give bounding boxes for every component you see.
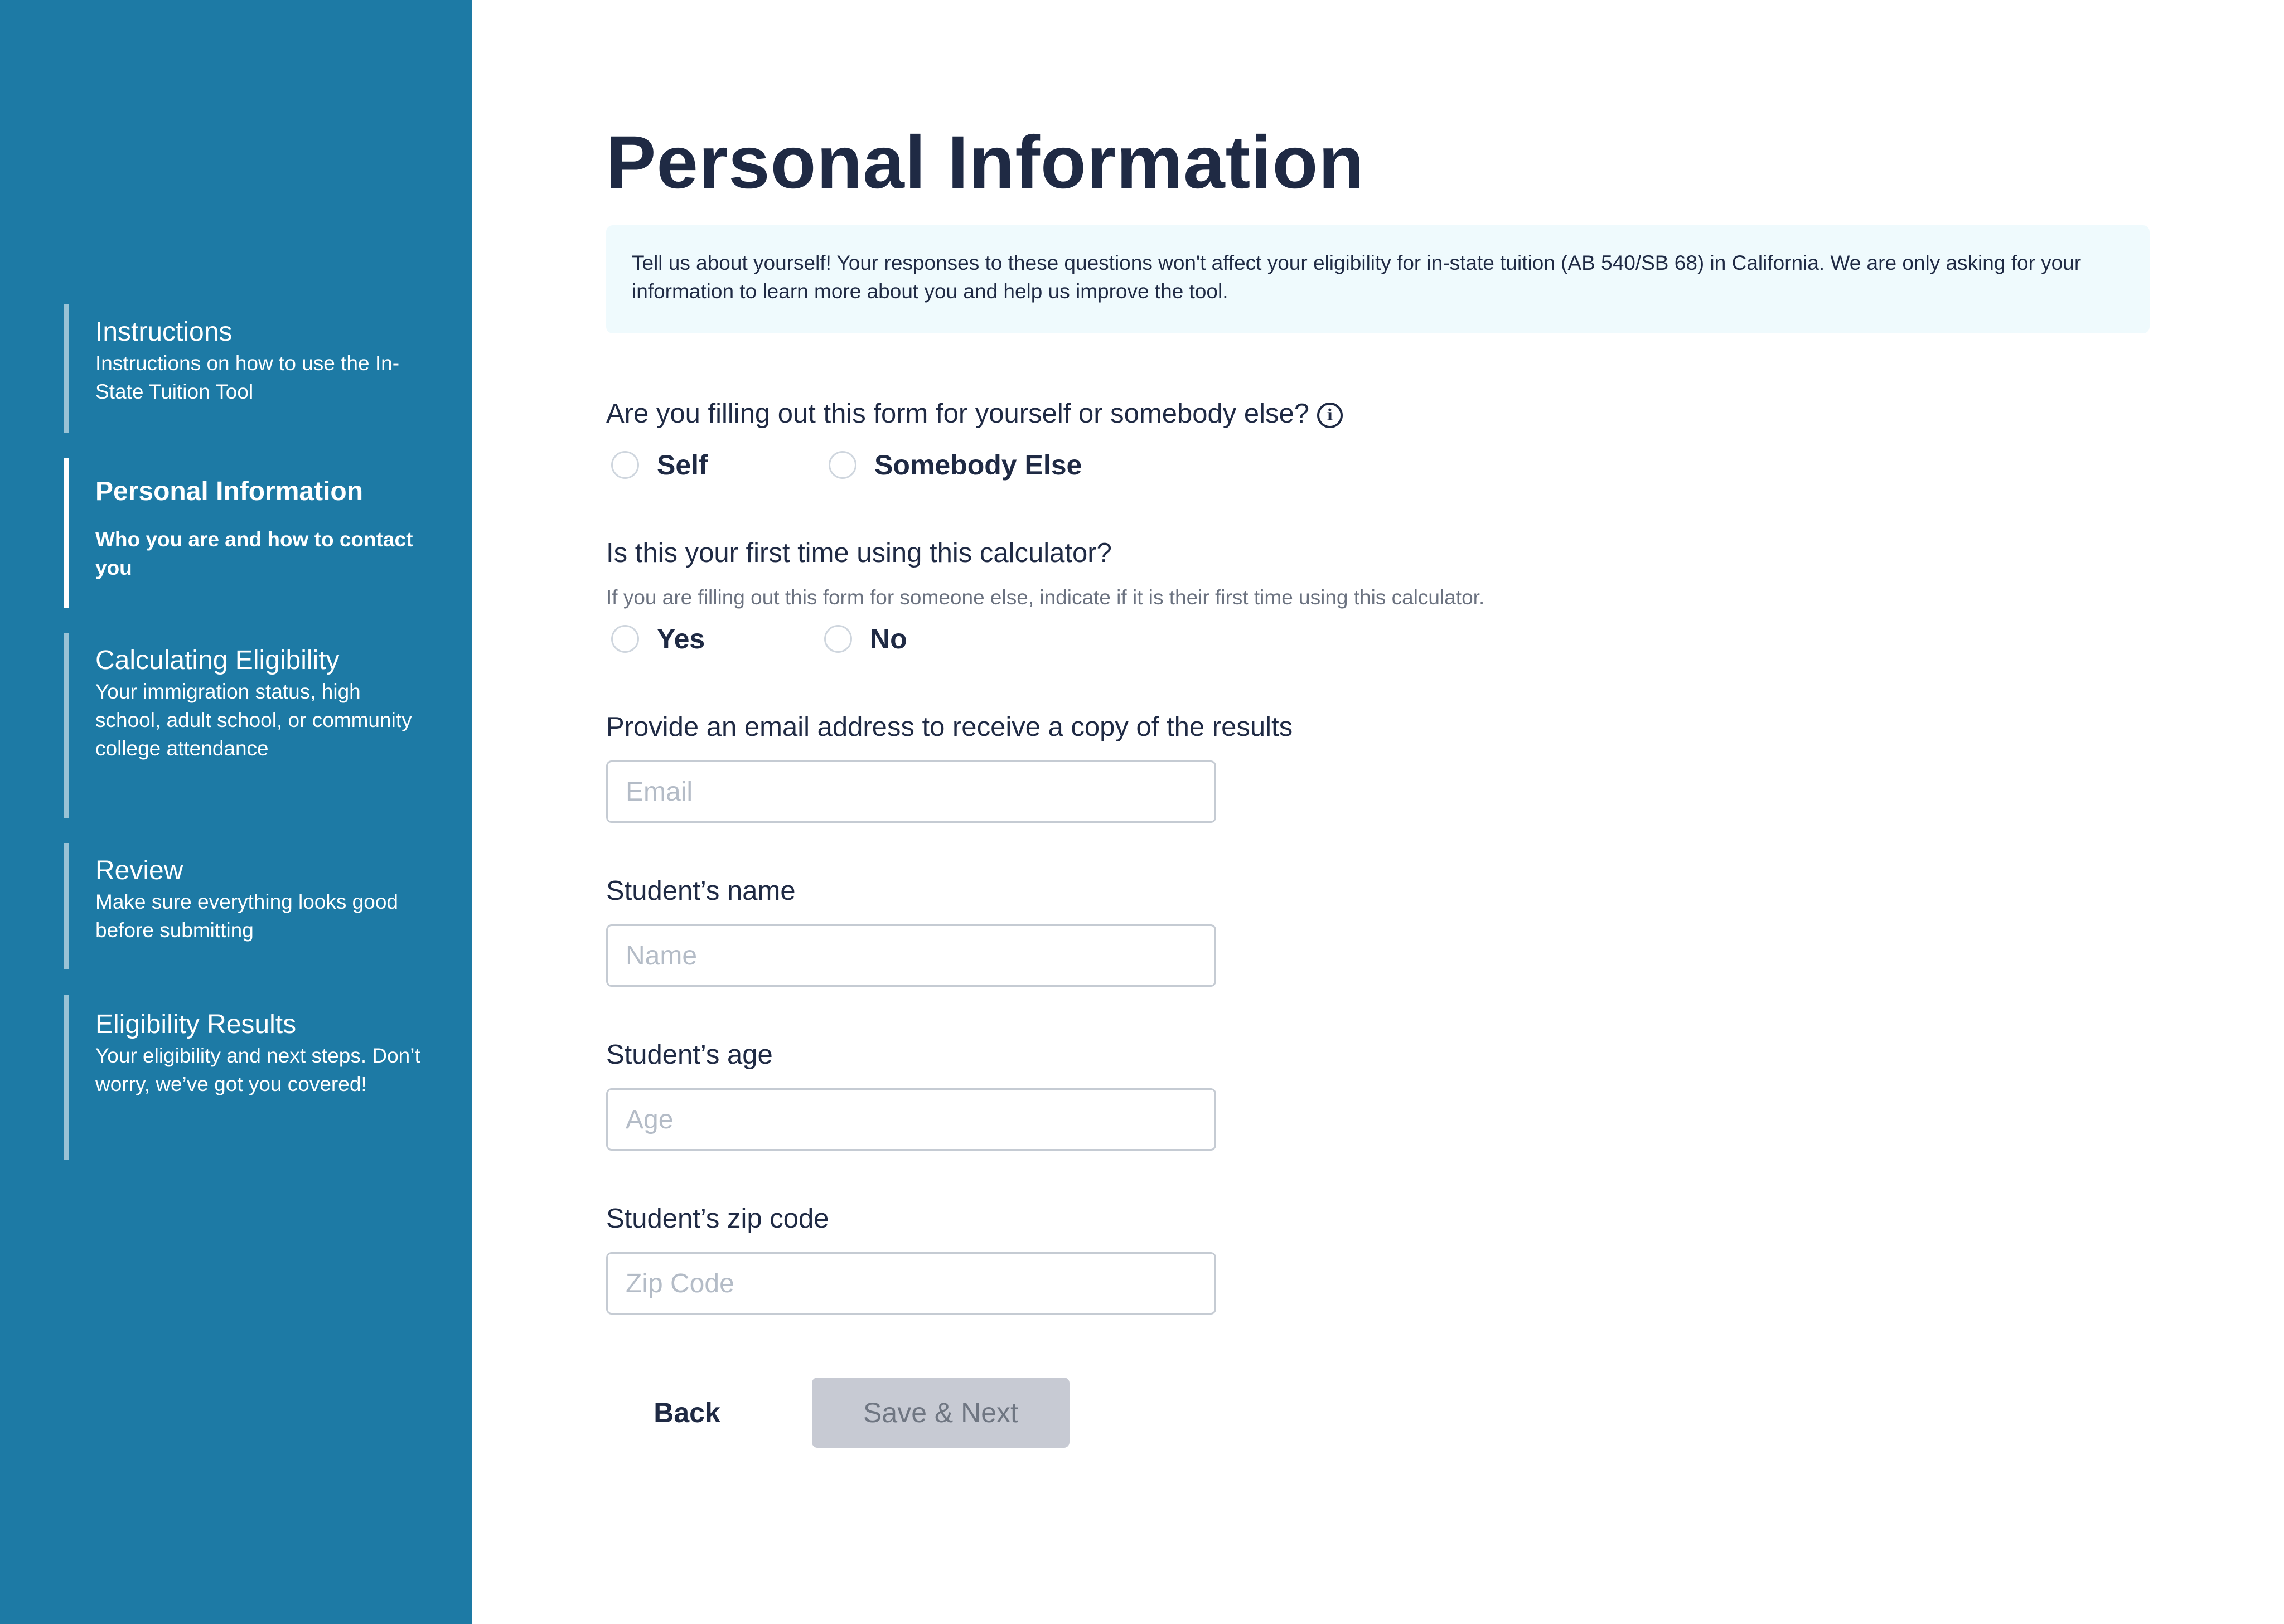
page-title: Personal Information <box>606 121 1365 204</box>
sidebar-step-title: Personal Information <box>95 477 364 506</box>
radio-label: No <box>870 623 907 655</box>
radio-label: Self <box>657 449 708 481</box>
radio-somebody-else[interactable] <box>829 448 1082 482</box>
age-label: Student’s age <box>606 1040 773 1070</box>
radio-self[interactable] <box>611 448 708 482</box>
sidebar-step-personal-information[interactable] <box>64 458 420 608</box>
sidebar-step-description: Your eligibility and next steps. Don’t worry, we’ve got you covered! <box>95 1044 420 1095</box>
name-label: Student’s name <box>606 876 796 906</box>
radio-circle[interactable] <box>611 625 639 653</box>
sidebar-step-title: Eligibility Results <box>95 1010 297 1039</box>
radio-no[interactable] <box>824 622 907 656</box>
email-field[interactable] <box>606 760 1216 823</box>
question-label: Is this your first time using this calculator? <box>606 538 1112 568</box>
radio-label: Somebody Else <box>874 449 1082 481</box>
sidebar-step-title: Instructions <box>95 317 233 347</box>
radio-circle[interactable] <box>611 451 639 479</box>
sidebar-step-description: Instructions on how to use the In-State Tuition Tool <box>95 352 400 403</box>
back-button[interactable]: Back <box>606 1378 768 1448</box>
save-and-next-button[interactable]: Save & Next <box>812 1378 1070 1448</box>
sidebar-step-title: Review <box>95 856 183 885</box>
radio-label: Yes <box>657 623 705 655</box>
sidebar-step-description: Who you are and how to contact you <box>95 528 413 579</box>
sidebar-step-description: Your immigration status, high school, adult school, or community college attendance <box>95 680 412 760</box>
sidebar-step-review[interactable] <box>64 843 420 969</box>
question-first-time <box>606 536 1112 570</box>
radio-yes[interactable] <box>611 622 705 656</box>
name-field[interactable] <box>606 924 1216 987</box>
info-icon[interactable]: i <box>1317 403 1343 428</box>
question-label: Are you filling out this form for yourself or somebody else? <box>606 399 1309 429</box>
info-callout-text: Tell us about yourself! Your responses to these questions won't affect your eligibility for in-state tuition (AB 540/SB 68) in California. We are only asking for your information to learn more about you and help us improve the tool. <box>632 251 2082 303</box>
radio-circle[interactable] <box>824 625 852 653</box>
question-hint: If you are filling out this form for someone else, indicate if it is their first time using this calculator. <box>606 586 1485 609</box>
sidebar-step-eligibility-results[interactable] <box>64 995 420 1160</box>
sidebar-step-calculating-eligibility[interactable] <box>64 633 420 818</box>
info-callout <box>606 225 2150 333</box>
email-label: Provide an email address to receive a copy of the results <box>606 712 1293 742</box>
zip-code-field[interactable] <box>606 1252 1216 1315</box>
sidebar-stepper <box>0 0 472 1624</box>
question-form-for-whom <box>606 397 1343 430</box>
main-content <box>472 0 2284 1624</box>
sidebar-step-title: Calculating Eligibility <box>95 646 340 675</box>
sidebar-step-instructions[interactable] <box>64 304 420 433</box>
zip-code-label: Student’s zip code <box>606 1204 829 1234</box>
age-field[interactable] <box>606 1088 1216 1151</box>
sidebar-step-description: Make sure everything looks good before submitting <box>95 890 398 942</box>
radio-circle[interactable] <box>829 451 856 479</box>
